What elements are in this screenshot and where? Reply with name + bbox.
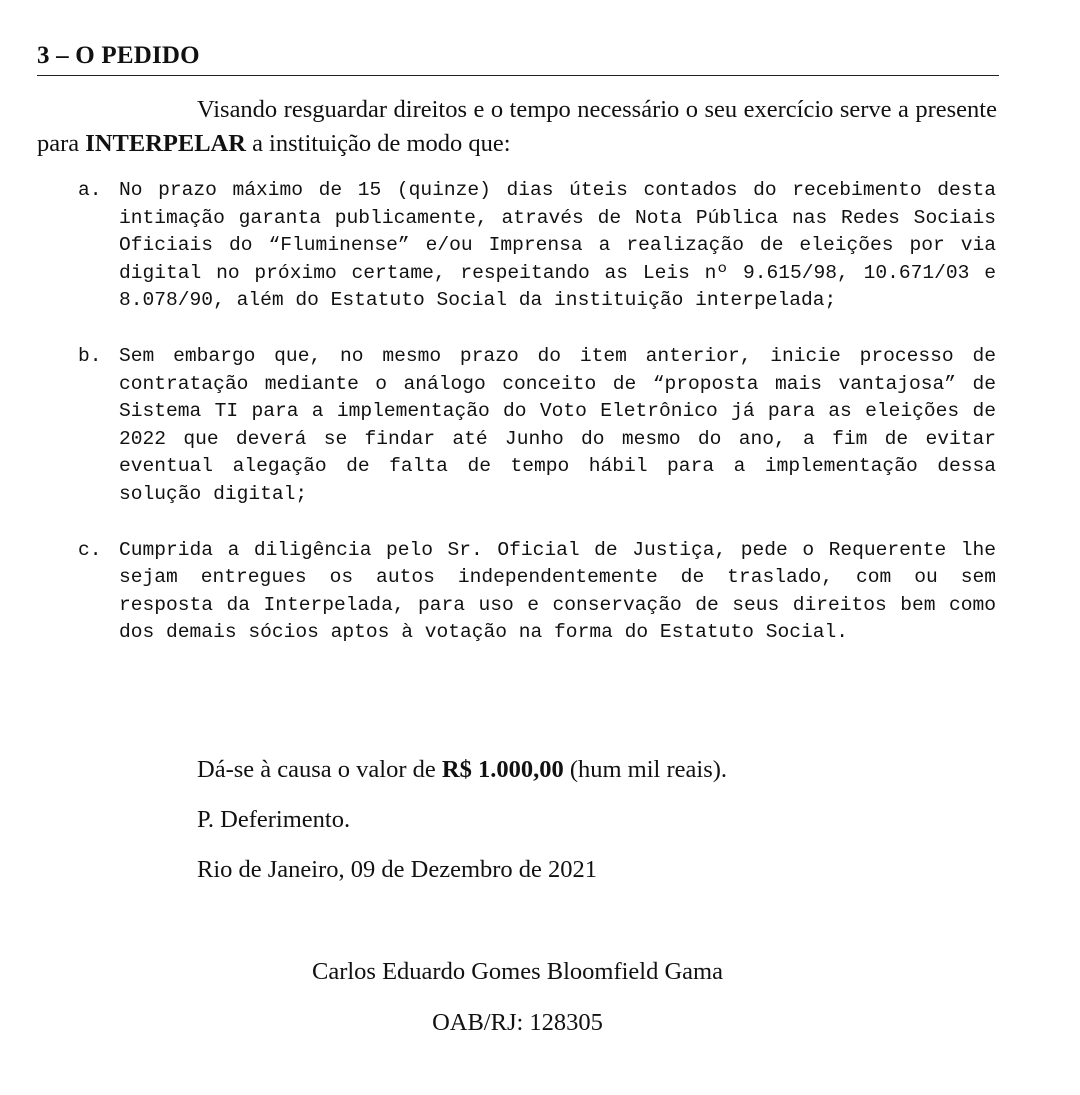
case-value-amount: R$ 1.000,00: [441, 756, 564, 783]
case-value-prefix: Dá-se à causa o valor de: [197, 756, 442, 783]
case-value-suffix: (hum mil reais).: [563, 756, 728, 783]
list-item-marker: b.: [78, 344, 102, 367]
place-date-line: Rio de Janeiro, 09 de Dezembro de 2021: [197, 856, 598, 883]
list-item: [78, 343, 996, 509]
list-item-text: No prazo máximo de 15 (quinze) dias úteis contados do recebimento desta intimação garanta publicamente, através de Nota Pública nas Redes Sociais Oficiais do “Fluminense” e/ou Imprensa a realização de eleições por via digital no próximo certame, respeitando as Leis nº 9.615/98, 10.671/03 e 8.078/90, além do Estatuto Social da instituição interpelada;: [119, 179, 996, 312]
list-item-text: Sem embargo que, no mesmo prazo do item anterior, inicie processo de contratação mediante o análogo conceito de “proposta mais vantajosa” de Sistema TI para a implementação do Voto Eletrônico já para as eleições de 2022 que deverá se findar até Junho do mesmo do ano, a fim de evitar eventual alegação de falta de tempo hábil para a implementação dessa solução digital;: [119, 344, 996, 505]
section-heading: [37, 40, 999, 76]
section-title: 3 – O PEDIDO: [37, 42, 200, 69]
signature-oab-number: OAB/RJ: 128305: [432, 1009, 603, 1036]
list-item: [78, 537, 996, 647]
intro-text-after: a instituição de modo que:: [245, 130, 511, 157]
list-item: [78, 177, 996, 315]
intro-paragraph: [37, 93, 997, 161]
signature-name: Carlos Eduardo Gomes Bloomfield Gama: [312, 958, 723, 985]
deferimento-line: P. Deferimento.: [197, 806, 351, 833]
intro-bold-word: INTERPELAR: [85, 130, 246, 157]
request-list: [78, 177, 996, 675]
list-item-marker: c.: [78, 538, 102, 561]
list-item-text: Cumprida a diligência pelo Sr. Oficial de Justiça, pede o Requerente lhe sejam entregues os autos independentemente de traslado, com ou sem resposta da Interpelada, para uso e conservação de seus direitos bem como dos demais sócios aptos à votação na forma do Estatuto Social.: [119, 538, 996, 644]
case-value-line: [197, 752, 997, 787]
list-item-marker: a.: [78, 179, 102, 201]
intro-text-before: Visando resguardar direitos e o tempo necessário o seu exercício serve a presente para: [37, 96, 997, 157]
closing-block: [197, 752, 997, 902]
